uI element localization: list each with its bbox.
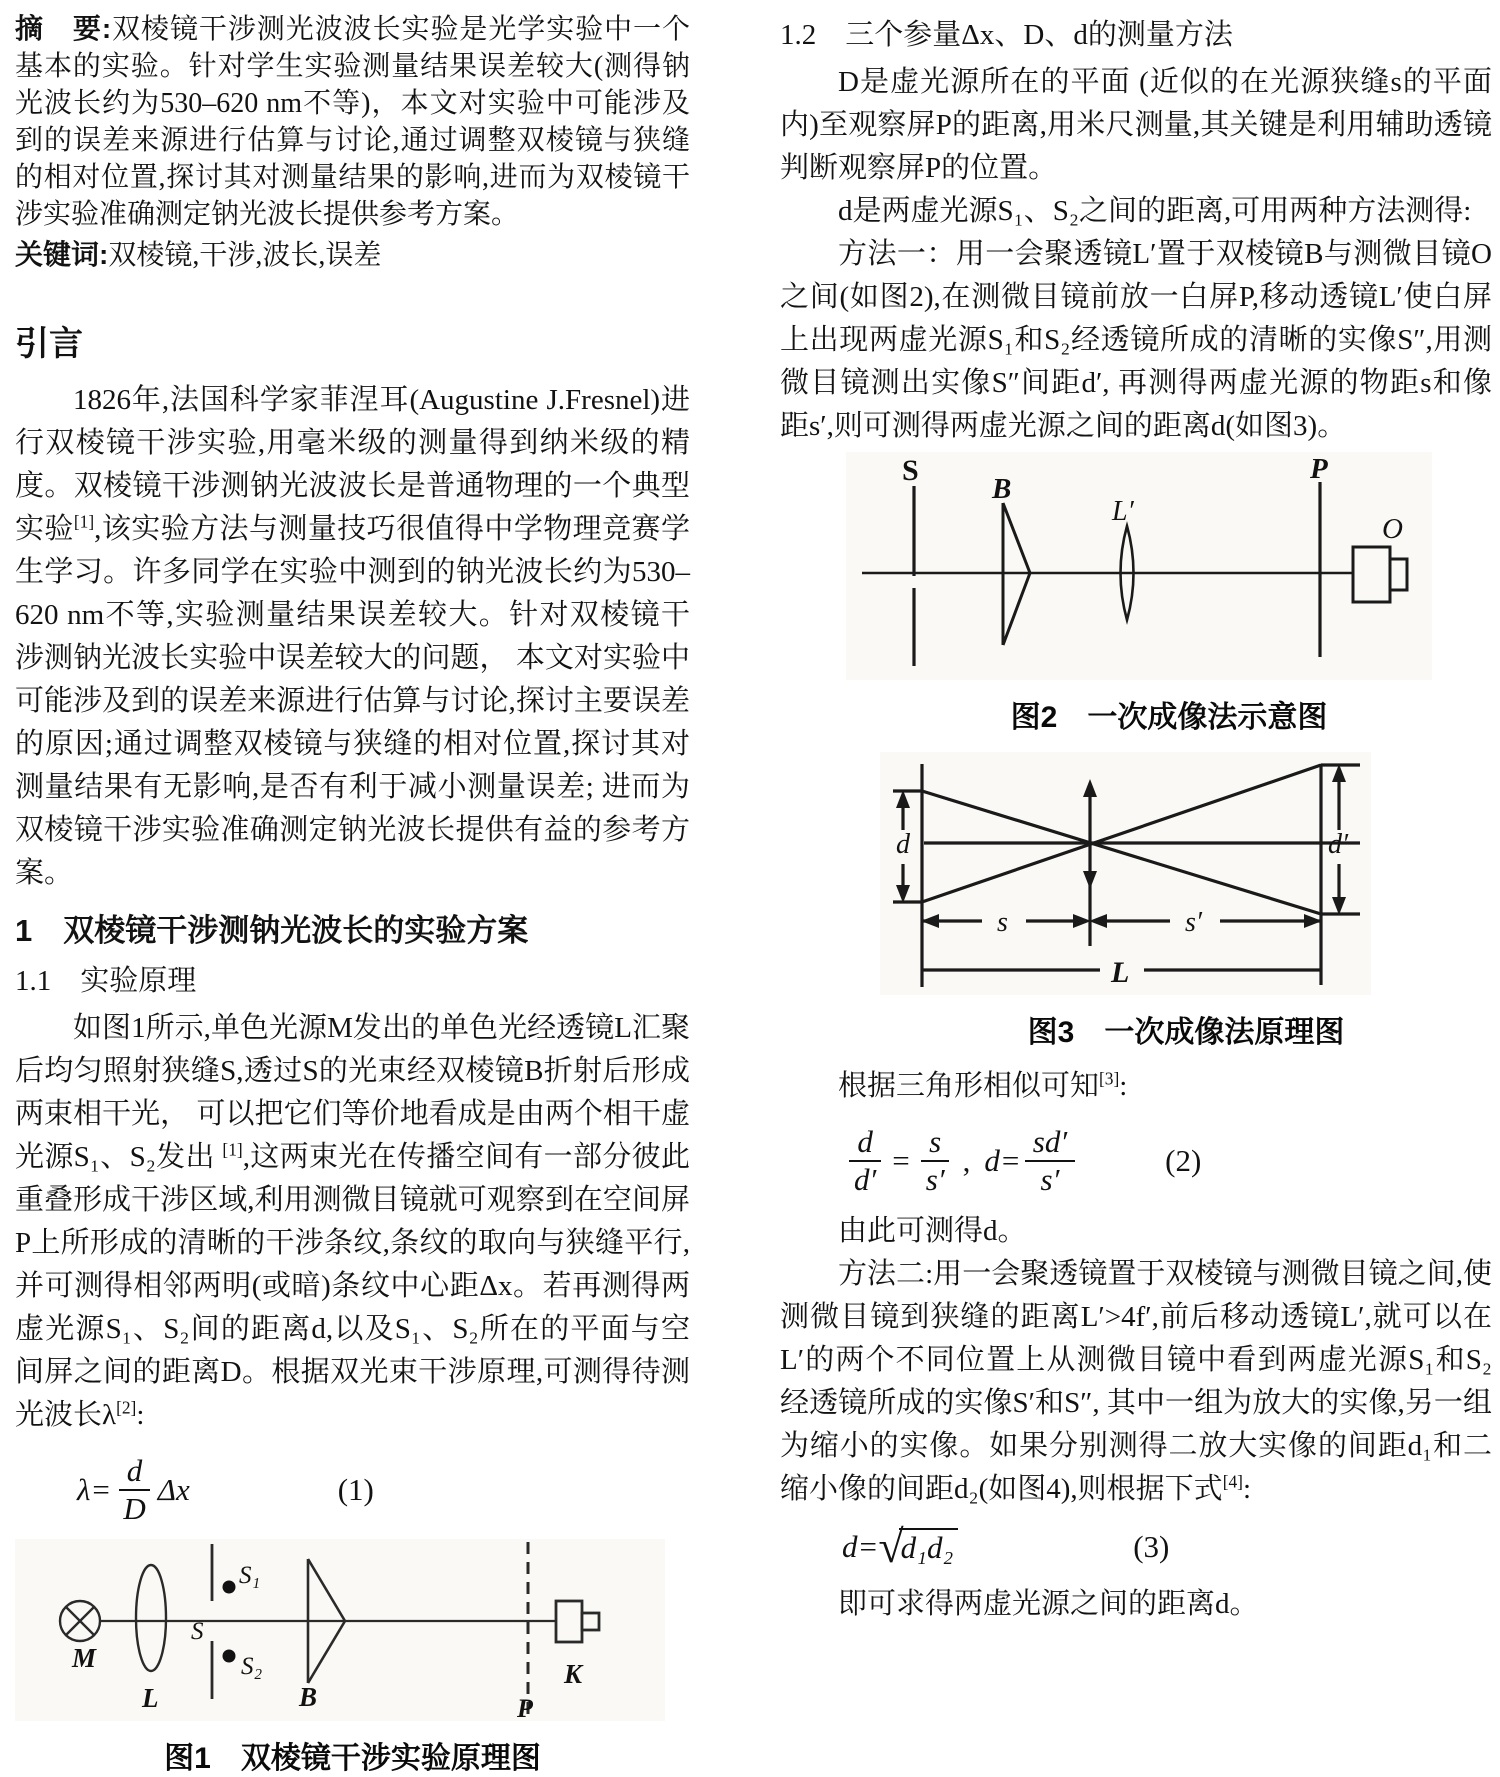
- figure-3-lines: [893, 764, 1360, 987]
- formula-2-f3-den: s′: [1040, 1162, 1060, 1197]
- formula-3-radicand: d₁d₂: [899, 1528, 959, 1566]
- figure-3-caption: 图3 一次成像法原理图: [1027, 1016, 1345, 1049]
- figure-1-label-eyepiece: K: [564, 1659, 583, 1689]
- figure-2: [846, 452, 1492, 736]
- figure-3-diagram: [880, 752, 1371, 995]
- figure-1-label-s2: S₂: [241, 1653, 263, 1680]
- formula-2-number: (2): [1165, 1143, 1202, 1178]
- figure-2-label-lens: L′: [1112, 496, 1134, 527]
- eyepiece-icon: [556, 1601, 599, 1642]
- formula-1: [77, 1451, 690, 1529]
- abstract-label: 摘 要:: [15, 13, 112, 44]
- formula-1-number: (1): [337, 1472, 374, 1507]
- figure-1-diagram: [15, 1539, 665, 1721]
- formula-2-f1-den: d′: [854, 1162, 877, 1197]
- formula-2-f2-num: s: [921, 1124, 949, 1162]
- lens-icon: [136, 1565, 166, 1671]
- figure-2-label-biprism: B: [992, 473, 1012, 505]
- parameter-D-paragraph: D是虚光源所在的平面 (近似的在光源狭缝s的平面内)至观察屏P的距离,用米尺测量,其关键是利用辅助透镜判断观察屏P的位置。: [780, 66, 1492, 184]
- keywords-text: 双棱镜,干涉,波长,误差: [108, 240, 382, 271]
- formula-1-denominator: D: [123, 1491, 146, 1526]
- section-1-heading: 1 双棱镜干涉测钠光波长的实验方案: [15, 913, 529, 948]
- right-column: [780, 10, 1492, 1664]
- introduction-paragraph: 1826年,法国科学家菲涅耳(Augustine J.Fresnel)进行双棱镜干涉实验,用毫米级的测量得到纳米级的精度。双棱镜干涉测钠光波波长是普通物理的一个典型实验[1],该实验方法与测量技巧很值得中学物理竞赛学生学习。许多同学在实验中测到的钠光波长约为530–620 nm不等,实验测量结果误差较大。针对双棱镜干涉测钠光波长实验中误差较大的问题， 本文对实验中可能涉及到的误差来源进行估算与讨论,探讨主要误差的原因;通过调整双棱镜与狭缝的相对位置,探讨其对测量结果有无影响,是否有利于减小测量误差; 进而为双棱镜干涉实验准确测定钠光波长提供有益的参考方案。: [15, 384, 690, 889]
- abstract-paragraph: [15, 10, 690, 233]
- formula-2-fraction-3: [1025, 1124, 1075, 1197]
- formula-3-lhs: d=: [842, 1529, 879, 1564]
- formula-2-f2-den: s′: [925, 1162, 945, 1197]
- figure-3: [880, 752, 1492, 1051]
- figure-3-label-d: d: [896, 829, 910, 860]
- figure-1: [15, 1539, 690, 1777]
- figure-1-label-biprism: B: [299, 1682, 318, 1712]
- left-column: [15, 10, 690, 1775]
- figure-2-label-slit: S: [902, 454, 919, 487]
- keywords-paragraph: [15, 235, 690, 276]
- parameter-d-paragraph: d是两虚光源S₁、S₂之间的距离,可用两种方法测得:: [838, 195, 1472, 227]
- eyepiece-icon: [1353, 547, 1407, 602]
- figure-1-label-slit: S: [191, 1618, 204, 1645]
- figure-2-label-screen: P: [1310, 453, 1328, 485]
- formula-2-fraction-2: [918, 1124, 953, 1197]
- light-source-icon: [60, 1601, 100, 1641]
- virtual-source-2-dot: [223, 1650, 236, 1663]
- figure-1-label-lens: L: [142, 1683, 159, 1713]
- figure-2-caption: 图2 一次成像法示意图: [1010, 701, 1328, 734]
- figure-2-label-eyepiece: O: [1382, 513, 1403, 545]
- formula-3-radical-sign: √: [878, 1521, 904, 1572]
- thus-paragraph: 由此可测得d。: [838, 1215, 1027, 1247]
- formula-1-lhs: λ=: [77, 1472, 112, 1507]
- virtual-source-1-dot: [223, 1581, 236, 1594]
- formula-2-equals: =: [892, 1143, 910, 1178]
- formula-1-numerator: d: [119, 1453, 151, 1491]
- formula-2-comma: ,: [962, 1143, 971, 1178]
- keywords-label: 关键词:: [15, 239, 109, 270]
- similar-triangles-paragraph: 根据三角形相似可知[3]:: [838, 1068, 1128, 1102]
- figure-3-label-d-prime: d′: [1328, 829, 1349, 860]
- formula-2-f1-num: d: [849, 1124, 881, 1162]
- formula-3: [842, 1519, 1492, 1575]
- figure-2-diagram: [846, 452, 1432, 680]
- figure-3-label-L: L: [1111, 956, 1130, 989]
- formula-2-fraction-1: [846, 1124, 884, 1197]
- formula-2: [842, 1122, 1492, 1200]
- method-2-paragraph: 方法二:用一会聚透镜置于双棱镜与测微目镜之间,使测微目镜到狭缝的距离L′>4f′,前后移动透镜L′,就可以在L′的两个不同位置上从测微目镜中看到两虚光源S₁和S₂经透镜所成的实像S′和S″, 其中一组为放大的实像,另一组为缩小的实像。如果分别测得二放大实像的间距d₁和二缩小像的间距d₂(如图4),则根据下式[4]:: [780, 1258, 1492, 1505]
- abstract-text: 双棱镜干涉测光波波长实验是光学实验中一个基本的实验。针对学生实验测量结果误差较大(测得钠光波长约为530–620 nm不等)，本文对实验中可能涉及到的误差来源进行估算与讨论,通过调整双棱镜与狭缝的相对位置,探讨其对测量结果的影响,进而为双棱镜干涉实验准确测定钠光波长提供参考方案。: [15, 14, 690, 230]
- figure-3-arrowheads: [896, 764, 1346, 928]
- formula-3-number: (3): [1133, 1529, 1170, 1564]
- figure-1-label-source: M: [72, 1643, 97, 1673]
- principle-paragraph: 如图1所示,单色光源M发出的单色光经透镜L汇聚后均匀照射狭缝S,透过S的光束经双棱镜B折射后形成两束相干光， 可以把它们等价地看成是由两个相干虚光源S₁、S₂发出 [1],这两束光在传播空间有一部分彼此重叠形成干涉区域,利用测微目镜就可观察到在空间屏P上所形成的清晰的干涉条纹,条纹的取向与狭缝平行,并可测得相邻两明(或暗)条纹中心距Δx。若再测得两虚光源S₁、S₂间的距离d,以及S₁、S₂所在的平面与空间屏之间的距离D。根据双光束干涉原理,可测得待测光波长λ[2]:: [15, 1012, 690, 1431]
- figure-1-label-s1: S₁: [239, 1562, 261, 1589]
- section-1-1-heading: 1.1 实验原理: [15, 965, 197, 997]
- method-1-paragraph: 方法一：用一会聚透镜L′置于双棱镜B与测微目镜O之间(如图2),在测微目镜前放一白屏P,移动透镜L′使白屏上出现两虚光源S₁和S₂经透镜所成的清晰的实像S″,用测微目镜测出实像S″间距d′, 再测得两虚光源的物距s和像距s′,则可测得两虚光源之间的距离d(如图3)。: [780, 238, 1492, 442]
- figure-1-label-screen: P: [517, 1694, 533, 1723]
- section-1-2-heading: 1.2 三个参量Δx、D、d的测量方法: [780, 19, 1233, 51]
- figure-1-caption: 图1 双棱镜干涉实验原理图: [164, 1742, 541, 1775]
- introduction-heading: 引言: [15, 325, 83, 363]
- formula-2-f3-num: sd′: [1025, 1124, 1075, 1162]
- final-paragraph: 即可求得两虚光源之间的距离d。: [838, 1588, 1259, 1620]
- formula-1-rhs: Δx: [157, 1472, 190, 1507]
- figure-3-label-s-prime: s′: [1185, 907, 1203, 938]
- formula-2-lhs2: d=: [984, 1143, 1021, 1178]
- figure-3-label-s: s: [997, 907, 1008, 938]
- formula-1-fraction: [115, 1453, 153, 1526]
